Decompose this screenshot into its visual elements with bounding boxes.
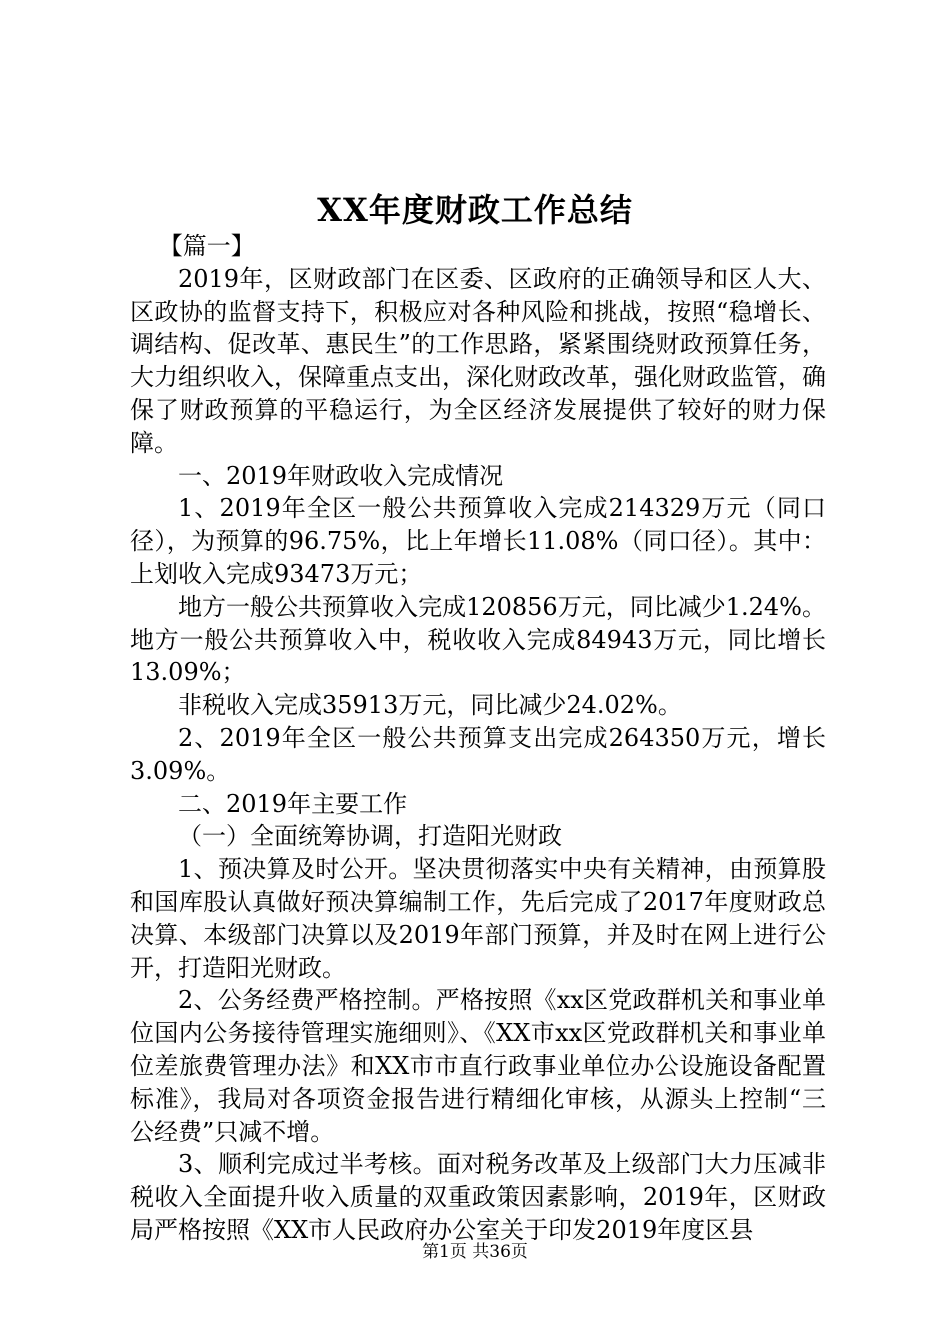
paragraph-non-tax: 非税收入完成35913万元，同比减少24.02%。 — [178, 691, 682, 720]
paragraph-revenue-1: 1、2019年全区一般公共预算收入完成214329万元（同口径），为预算的96.75%，比上年增长11.08%（同口径）。其中：上划收入完成93473万元； — [130, 494, 826, 588]
section-mark: 【篇一】 — [158, 232, 255, 260]
paragraph-intro: 2019年，区财政部门在区委、区政府的正确领导和区人大、区政协的监督支持下，积极应对各种风险和挑战，按照“稳增长、调结构、促改革、惠民生”的工作思路，紧紧围绕财政预算任务，大力组织收入，保障重点支出，深化财政改革，强化财政监管，确保了财政预算的平稳运行，为全区经济发展提供了较好的财力保障。 — [130, 264, 826, 457]
heading-main-work: 二、2019年主要工作 — [178, 789, 408, 818]
paragraph-assessment: 3、顺利完成过半考核。面对税务改革及上级部门大力压减非税收入全面提升收入质量的双重政策因素影响，2019年，区财政局严格按照《XX市人民政府办公室关于印发2019年度区县 — [130, 1150, 826, 1244]
paragraph-budget-disclosure: 1、预决算及时公开。坚决贯彻落实中央有关精神，由预算股和国库股认真做好预决算编制工作，先后完成了2017年度财政总决算、本级部门决算以及2019年部门预算，并及时在网上进行公开，打造阳光财政。 — [130, 855, 826, 982]
document-body — [130, 230, 826, 1247]
paragraph-local-revenue: 地方一般公共预算收入完成120856万元，同比减少1.24%。地方一般公共预算收入中，税收收入完成84943万元，同比增长13.09%； — [130, 592, 826, 687]
subheading-coordination: （一）全面统筹协调，打造阳光财政 — [178, 822, 562, 851]
paragraph-expenditure: 2、2019年全区一般公共预算支出完成264350万元，增长3.09%。 — [130, 723, 826, 785]
document-title: XX年度财政工作总结 — [317, 191, 633, 229]
page-footer: 第1页 共36页 — [422, 1242, 528, 1262]
paragraph-expense-control: 2、公务经费严格控制。严格按照《xx区党政群机关和事业单位国内公务接待管理实施细则》、《XX市xx区党政群机关和事业单位差旅费管理办法》和XX市市直行政事业单位办公设施设备配置标准》，我局对各项资金报告进行精细化审核，从源头上控制“三公经费”只减不增。 — [130, 986, 826, 1146]
heading-revenue: 一、2019年财政收入完成情况 — [178, 461, 504, 490]
